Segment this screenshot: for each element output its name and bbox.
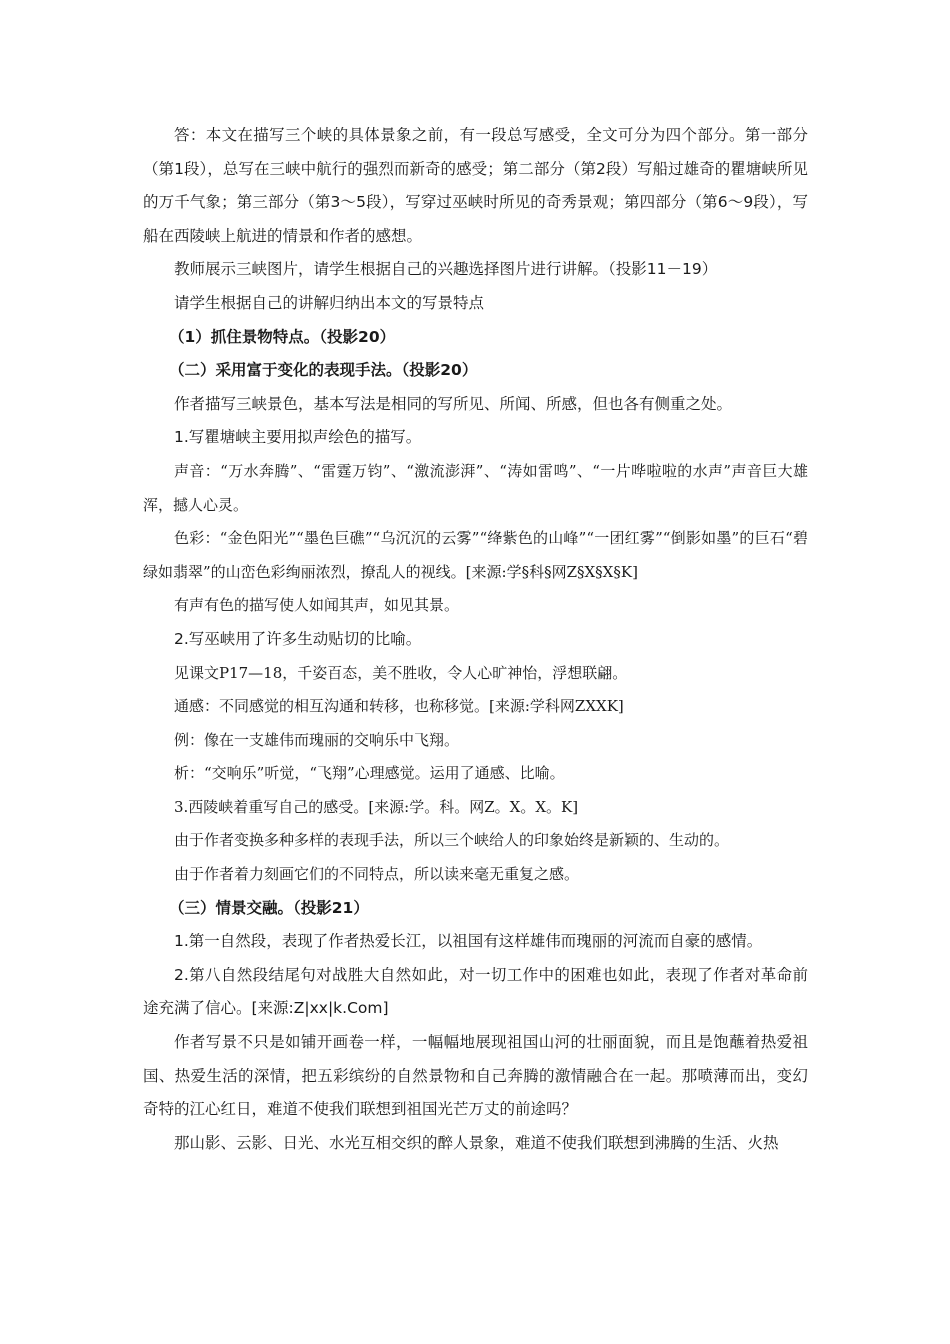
paragraph-example: 例：像在一支雄伟而瑰丽的交响乐中飞翔。 (174, 730, 460, 749)
heading-feature-2: （二）采用富于变化的表现手法。（投影20） (169, 361, 478, 380)
heading-feature-3: （三）情景交融。（投影21） (169, 898, 369, 917)
paragraph-sound: 声音：“万水奔腾”、“雷霆万钧”、“激流澎湃”、“涛如雷鸣”、“一片哗啦啦的水声”声音巨大雄浑，撼人心灵。 (143, 461, 808, 514)
paragraph-first-section: 1.第一自然段，表现了作者热爱长江，以祖国有这样雄伟而瑰丽的河流而自豪的感情。 (174, 932, 763, 951)
paragraph-no-repeat: 由于作者着力刻画它们的不同特点，所以读来毫无重复之感。 (174, 865, 580, 884)
paragraph-answer: 答：本文在描写三个峡的具体景象之前，有一段总写感受，全文可分为四个部分。第一部分（第1段），总写在三峡中航行的强烈而新奇的感受；第二部分（第2段）写船过雄奇的瞿塘峡所见的万千气象；第三部分（第3～5段），写穿过巫峡时所见的奇秀景观；第四部分（第6～9段），写船在西陵峡上航进的情景和作者的感想。 (143, 126, 808, 245)
paragraph-methods: 作者描写三峡景色，基本写法是相同的写所见、所闻、所感，但也各有侧重之处。 (174, 394, 733, 413)
paragraph-scenery-emotion: 作者写景不只是如铺开画卷一样，一幅幅地展现祖国山河的壮丽面貌，而且是饱蘸着热爱祖国、热爱生活的深情，把五彩缤纷的自然景物和自己奔腾的激情融合在一起。那喷薄而出，变幻奇特的江心红日，难道不使我们联想到祖国光芒万丈的前途吗？ (143, 1033, 808, 1119)
paragraph-shadows: 那山影、云影、日光、水光互相交织的醉人景象，难道不使我们联想到沸腾的生活、火热 (174, 1133, 779, 1152)
paragraph-see-text: 见课文P17—18，千姿百态，美不胜收，令人心旷神怡，浮想联翩。 (174, 663, 628, 682)
paragraph-eighth-section: 2.第八自然段结尾句对战胜大自然如此，对一切工作中的困难也如此，表现了作者对革命前途充满了信心。[来源:Z|xx|k.Com] (143, 965, 808, 1018)
paragraph-teacher-show: 教师展示三峡图片，请学生根据自己的兴趣选择图片进行讲解。（投影11－19） (174, 260, 718, 279)
document-page (143, 119, 808, 1160)
paragraph-analysis: 析：“交响乐”听觉，“飞翔”心理感觉。运用了通感、比喻。 (174, 764, 565, 783)
paragraph-variety: 由于作者变换多种多样的表现手法，所以三个峡给人的印象始终是新颖的、生动的。 (174, 831, 730, 850)
paragraph-synesthesia: 通感：不同感觉的相互沟通和转移，也称移觉。[来源:学科网ZXXK] (174, 697, 624, 716)
heading-feature-1: （1）抓住景物特点。（投影20） (169, 327, 396, 346)
paragraph-student-summary: 请学生根据自己的讲解归纳出本文的写景特点 (174, 293, 485, 312)
paragraph-wuxia: 2.写巫峡用了许多生动贴切的比喻。 (174, 629, 422, 648)
paragraph-qutang: 1.写瞿塘峡主要用拟声绘色的描写。 (174, 428, 422, 447)
paragraph-color: 色彩：“金色阳光”“墨色巨礁”“乌沉沉的云雾”“绛紫色的山峰”“一团红雾”“倒影如墨”的巨石“碧绿如翡翠”的山峦色彩绚丽浓烈，撩乱人的视线。[来源:学§科§网Z§X§X§K] (143, 529, 808, 581)
paragraph-xiling: 3.西陵峡着重写自己的感受。[来源:学。科。网Z。X。X。K] (174, 797, 579, 816)
paragraph-sound-color: 有声有色的描写使人如闻其声，如见其景。 (174, 596, 460, 615)
